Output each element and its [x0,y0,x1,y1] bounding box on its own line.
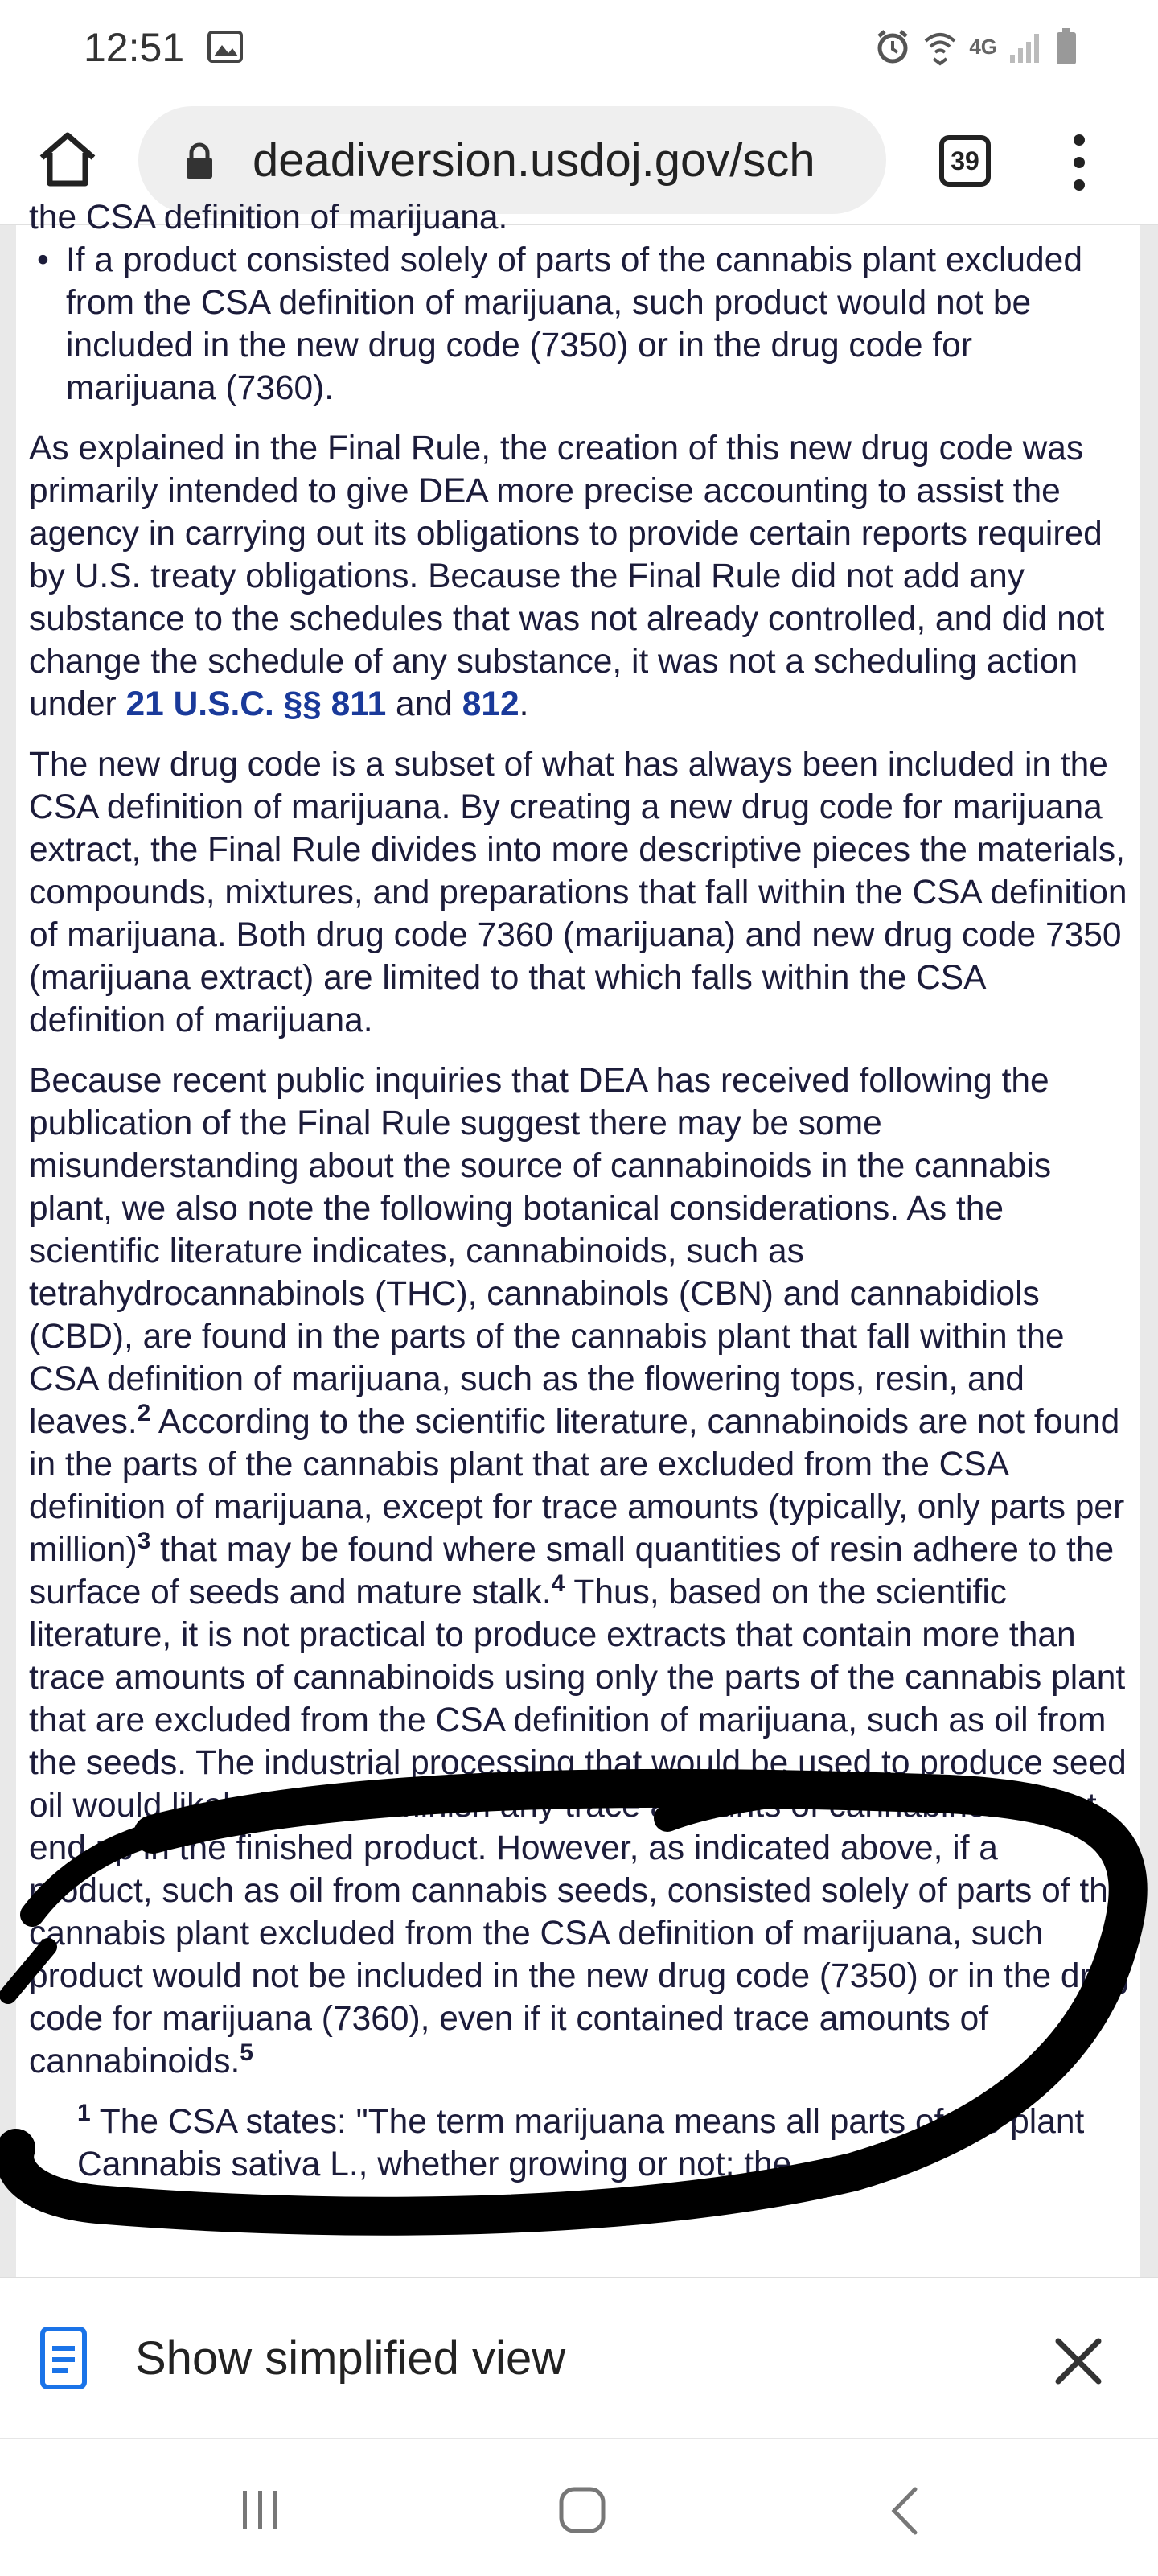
para3-part-c: that may be found where small quantities of resin adhere to the surface of seeds and mature stalk. [29,1531,1115,1611]
network-label: 4G [969,35,997,59]
footnote-ref-3[interactable]: 3 [137,1527,151,1554]
back-icon[interactable] [888,2486,920,2536]
alarm-icon [874,28,911,65]
para1-end: . [519,685,529,723]
url-text: deadiversion.usdoj.gov/sch [253,134,815,187]
home-button-icon[interactable] [558,2486,606,2534]
image-icon [207,31,243,63]
paragraph-1 [29,427,1131,726]
link-812[interactable]: 812 [462,685,519,723]
para3-part-b: According to the scientific literature, cannabinoids are not found in the parts of the cannabis plant that are excluded from the CSA definition of marijuana, except for trace amounts (typically, only parts per million) [29,1403,1125,1569]
link-usc-811[interactable]: 21 U.S.C. §§ 811 [125,685,387,723]
article-text [29,196,1131,2204]
close-icon[interactable] [1050,2333,1107,2389]
para3-part-a: Because recent public inquiries that DEA has received following the publication of the Final Rule suggest there may be some misunderstanding about the source of cannabinoids in the cannabis plant, we also note the following botanical considerations. As the scientific literature indicates, cannabinoids, such as tetrahydrocannabinols (THC), cannabinols (CBN) and cannabidiols (CBD), are found in the parts of the cannabis plant that fall within the CSA definition of marijuana, such as the flowering tops, resin, and leaves. [29,1062,1065,1441]
home-icon[interactable] [35,127,100,191]
footnote-text: The CSA states: "The term marijuana means all parts of the plant Cannabis sativa L., whether growing or not; the [77,2103,1085,2183]
para1-and: and [386,685,462,723]
status-icons [874,24,1078,69]
system-nav-bar [0,2438,1158,2576]
signal-icon [1008,31,1044,63]
list-item [29,239,1131,409]
paragraph-3 [29,1060,1131,2083]
web-page[interactable] [0,199,1158,2277]
cut-off-line: the CSA definition of marijuana. [29,199,508,237]
footnote-1 [29,2101,1131,2186]
bullet-text: If a product consisted solely of parts of the cannabis plant excluded from the CSA definition of marijuana, such product would not be included in the new drug code (7350) or in the drug code for marijuana (7360). [66,241,1082,407]
simplified-view-bar[interactable] [0,2277,1158,2439]
document-icon [40,2327,87,2389]
tabs-button[interactable]: 39 [939,135,991,187]
more-vert-icon[interactable] [1060,130,1098,195]
para1-text: As explained in the Final Rule, the creation of this new drug code was primarily intended to give DEA more precise accounting to assist the agency in carrying out its obligations to provide certain reports required by U.S. treaty obligations. Because the Final Rule did not add any substance to the schedules that was not already controlled, and did not change the schedule of any substance, it was not a scheduling action under [29,430,1105,723]
para3-part-d: Thus, based on the scientific literature, it is not practical to produce extracts that contain more than trace amounts of cannabinoids using only the parts of the cannabis plant that are excluded from the CSA definition of marijuana, such as oil from the seeds. The industrial processing that would be used to produce seed oil would likely further diminish any trace amounts of cannabinoids that end up in the finished product. However, as indicated above, if a product, such as oil from cannabis seeds, consisted solely of parts of the cannabis plant excluded from the CSA definition of marijuana, such product would not be included in the new drug code (7350) or in the drug code for marijuana (7360), even if it contained trace amounts of cannabinoids. [29,1574,1129,2080]
status-time: 12:51 [84,25,185,70]
bullet-dot: • [37,241,49,279]
recent-apps-icon[interactable] [238,2488,283,2533]
footnote-ref-4[interactable]: 4 [551,1570,565,1597]
simplified-view-label[interactable]: Show simplified view [135,2332,566,2385]
wifi-calling-icon [922,28,958,65]
paragraph-2: The new drug code is a subset of what has always been included in the CSA definition of marijuana. By creating a new drug code for marijuana extract, the Final Rule divides into more descriptive pieces the materials, compounds, mixtures, and preparations that fall within the CSA definition of marijuana. Both drug code 7360 (marijuana) and new drug code 7350 (marijuana extract) are limited to that which falls within the CSA definition of marijuana. [29,746,1127,1039]
battery-icon [1055,28,1078,65]
status-bar [0,0,1158,95]
footnote-ref-2[interactable]: 2 [137,1399,151,1426]
footnote-ref-5[interactable]: 5 [240,2039,253,2066]
article [16,199,1140,2277]
lock-icon [185,143,214,179]
footnote-number: 1 [77,2099,91,2126]
